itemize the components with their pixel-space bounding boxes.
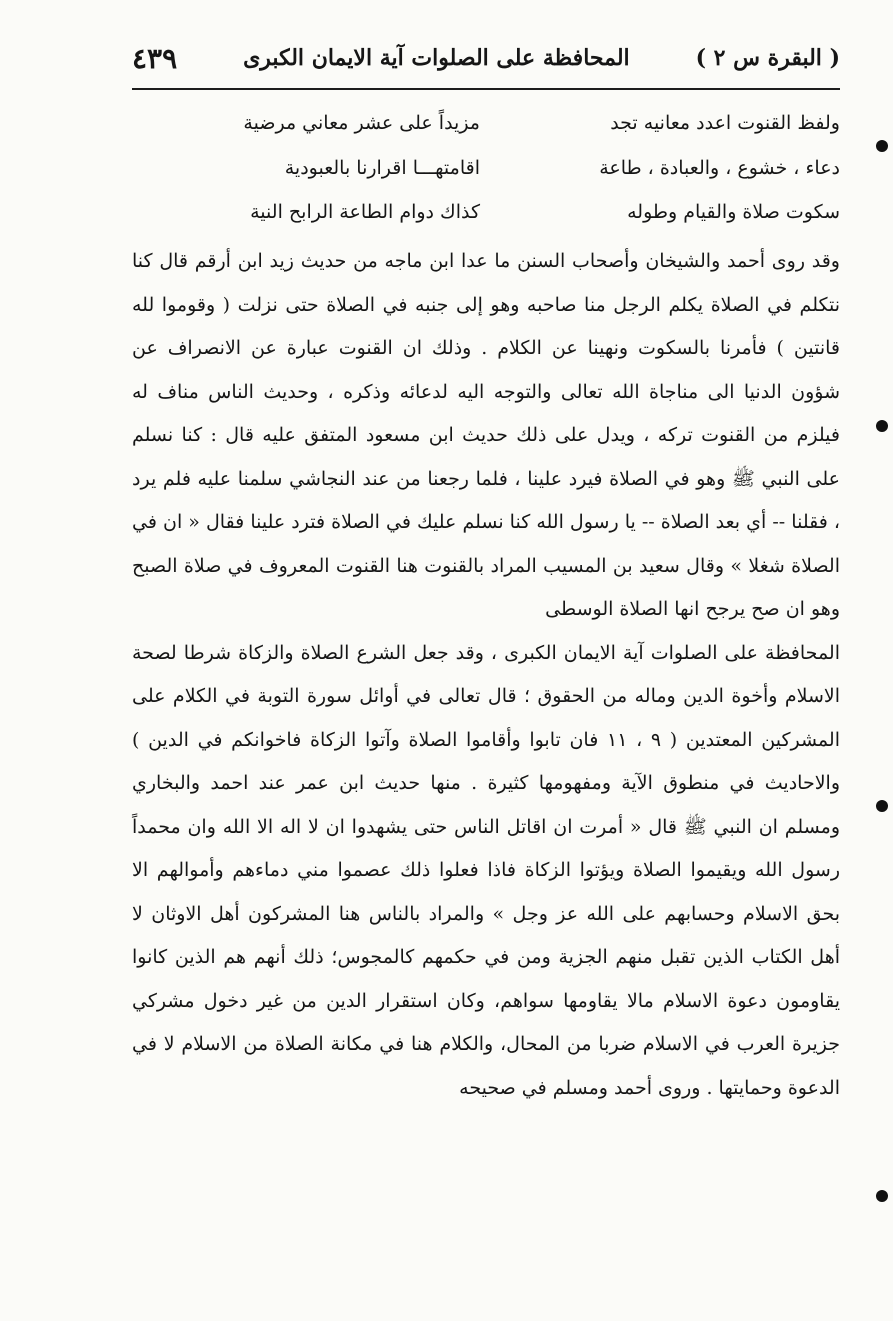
verse-hemistich-left: اقامتهـــا اقرارنا بالعبودية	[284, 157, 480, 179]
scan-hole-mark	[876, 420, 888, 432]
verse-hemistich-right: دعاء ، خشوع ، والعبادة ، طاعة	[599, 157, 840, 179]
scan-hole-mark	[876, 140, 888, 152]
paragraph: المحافظة على الصلوات آية الايمان الكبرى ، وقد جعل الشرع الصلاة والزكاة شرطا لصحة الاسلام وأخوة الدين وماله من الحقوق ؛ قال تعالى في أوائل سورة التوبة في الكلام على المشركين المعتدين ( ٩ ، ١١ فان تابوا وأقاموا الصلاة وآتوا الزكاة فاخوانكم في الدين ) والاحاديث في منطوق الآية ومفهومها كثيرة . منها حديث ابن عمر عند احمد والبخاري ومسلم ان النبي ﷺ قال « أمرت ان اقاتل الناس حتى يشهدوا ان لا اله الا الله وان محمداً رسول الله ويقيموا الصلاة ويؤتوا الزكاة فاذا فعلوا ذلك عصموا مني دماءهم وأموالهم الا بحق الاسلام وحسابهم على الله عز وجل » والمراد بالناس هنا المشركون أهل الاوثان لا أهل الكتاب الذين تقبل منهم الجزية ومن في حكمهم كالمجوس؛ ذلك أنهم هم الذين كانوا يقاومون دعوة الاسلام مالا يقاومها سواهم، وكان استقرار الدين من غير دخول مشركي جزيرة العرب في الاسلام ضربا من المحال، والكلام هنا في مكانة الصلاة من الاسلام لا في الدعوة وحمايتها . وروى أحمد ومسلم في صحيحه	[132, 641, 840, 1099]
header-title: المحافظة على الصلوات آية الايمان الكبرى	[243, 45, 630, 71]
page-number: ٤٣٩	[132, 41, 178, 75]
body-text	[132, 240, 840, 1110]
verse-hemistich-right: ولفظ القنوت اعدد معانيه تجد	[610, 112, 840, 134]
verse-hemistich-left: كذاك دوام الطاعة الرابح النية	[250, 201, 480, 223]
scan-hole-mark	[876, 800, 888, 812]
paragraph: وقد روى أحمد والشيخان وأصحاب السنن ما عدا ابن ماجه من حديث زيد ابن أرقم قال كنا نتكلم في الصلاة يكلم الرجل منا صاحبه وهو إلى جنبه في الصلاة حتى نزلت ( وقوموا لله قانتين ) فأمرنا بالسكوت ونهينا عن الكلام . وذلك ان القنوت عبارة عن الانصراف عن شؤون الدنيا الى مناجاة الله تعالى والتوجه اليه لدعائه وذكره ، وحديث الناس مناف له فيلزم من القنوت تركه ، ويدل على ذلك حديث ابن مسعود المتفق عليه قال : كنا نسلم على النبي ﷺ وهو في الصلاة فيرد علينا ، فلما رجعنا من عند النجاشي سلمنا عليه فلم يرد ، فقلنا -- أي بعد الصلاة -- يا رسول الله كنا نسلم عليك في الصلاة فترد علينا فقال « ان في الصلاة شغلا » وقال سعيد بن المسيب المراد بالقنوت هنا القنوت المعروف في صلاة الصبح وهو ان صح يرجح انها الصلاة الوسطى	[132, 250, 840, 620]
verse-hemistich-left: مزيداً على عشر معاني مرضية	[243, 112, 480, 134]
header-surah-ref: ( البقرة س ٢ )	[695, 45, 840, 71]
running-header	[132, 36, 840, 80]
header-rule	[132, 88, 840, 90]
verse-hemistich-right: سكوت صلاة والقيام وطوله	[627, 201, 840, 223]
scan-hole-mark	[876, 1190, 888, 1202]
